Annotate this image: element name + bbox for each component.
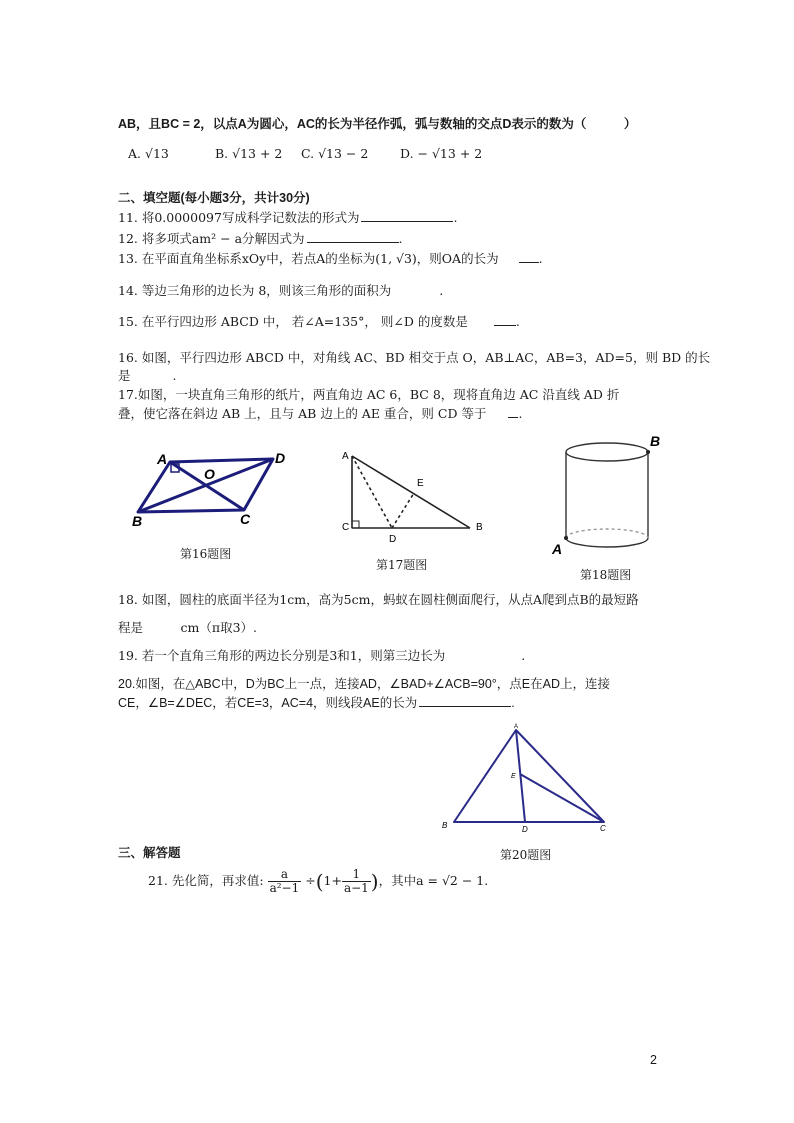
- q10-option-a: A. √13: [128, 146, 169, 161]
- fig16-label-b: B: [132, 513, 143, 529]
- q14-text: 14. 等边三角形的边长为 8，则该三角形的面积为: [118, 283, 392, 298]
- q15-answer-blank: [494, 325, 516, 326]
- fig17-label-a: A: [342, 451, 349, 462]
- q17-line2: 叠，使它落在斜边 AB 上，且与 AB 边上的 AE 重合，则 CD 等于 .: [118, 406, 523, 421]
- q20-answer-blank: [419, 706, 511, 707]
- figure-18: [546, 430, 676, 560]
- fig17-label-b: B: [476, 522, 483, 533]
- fig16-label-d: D: [275, 450, 286, 466]
- figure-20: [434, 718, 624, 838]
- q12-text: 12. 将多项式am² − a分解因式为: [118, 231, 305, 246]
- q20-line2: CE，∠B=∠DEC，若CE=3，AC=4，则线段AE的长为 .: [118, 696, 515, 710]
- q13: 13. 在平面直角坐标系xOy中，若点A的坐标为(1, √3)，则OA的长为 .: [118, 251, 543, 266]
- q15: 15. 在平行四边形 ABCD 中， 若∠A=135°， 则∠D 的度数是 .: [118, 314, 520, 329]
- fig18-caption: 第18题图: [580, 568, 632, 582]
- fig16-label-c: C: [240, 511, 251, 527]
- q18-line1: 18. 如图，圆柱的底面半径为1cm，高为5cm，蚂蚁在圆柱侧面爬行，从点A爬到点B的最短路: [118, 592, 639, 607]
- fig17-caption: 第17题图: [376, 558, 428, 572]
- q17-line2-text: 叠，使它落在斜边 AB 上，且与 AB 边上的 AE 重合，则 CD 等于: [118, 406, 487, 421]
- q12: 12. 将多项式am² − a分解因式为 .: [118, 231, 403, 246]
- fig20-label-a: A: [514, 724, 519, 730]
- fig18-label-a: A: [552, 541, 563, 557]
- fig20-label-c: C: [600, 824, 606, 833]
- q16-line1: 16. 如图，平行四边形 ABCD 中，对角线 AC、BD 相交于点 O，AB⊥AC，AB=3，AD=5，则 BD 的长: [118, 350, 711, 365]
- page-number: 2: [650, 1053, 657, 1067]
- figure-16: [128, 444, 298, 554]
- q17-answer-blank: [508, 417, 518, 418]
- q19: 19. 若一个直角三角形的两边长分别是3和1，则第三边长为 .: [118, 648, 526, 663]
- fig17-label-e: E: [417, 478, 424, 489]
- q20-line2-text: CE，∠B=∠DEC，若CE=3，AC=4，则线段AE的长为: [118, 696, 418, 710]
- section3-title: 三、解答题: [118, 846, 181, 860]
- fig16-caption: 第16题图: [180, 547, 232, 561]
- q21-prefix: 21. 先化简，再求值:: [148, 873, 264, 888]
- q15-text: 15. 在平行四边形 ABCD 中， 若∠A=135°， 则∠D 的度数是: [118, 314, 468, 329]
- q21-fraction-2: $\frac{1}{a-1}$: [343, 867, 369, 895]
- q17-line1: 17.如图，一块直角三角形的纸片，两直角边 AC 6，BC 8，现将直角边 AC 沿直线 AD 折: [118, 387, 620, 402]
- q13-answer-blank: [519, 262, 539, 263]
- section2-title: 二、填空题(每小题3分，共计30分): [118, 191, 310, 205]
- fig17-label-d: D: [389, 534, 397, 545]
- q16-line2: 是 .: [118, 368, 177, 383]
- q13-text: 13. 在平面直角坐标系xOy中，若点A的坐标为(1, √3)，则OA的长为: [118, 251, 499, 266]
- fig20-label-d: D: [522, 825, 528, 834]
- q19-text: 19. 若一个直角三角形的两边长分别是3和1，则第三边长为: [118, 648, 446, 663]
- fig17-label-c: C: [342, 522, 350, 533]
- fig16-label-a: A: [157, 451, 168, 467]
- q10-line: AB，且BC = 2，以点A为圆心，AC的长为半径作弧，弧与数轴的交点D表示的数为（ ）: [118, 117, 637, 131]
- q21: 21. 先化简，再求值: $\frac{a}{\text{a²−1}}$ ÷(1+ $\frac{1}{a-1}$ )，其中a = √2 − 1.: [148, 867, 489, 895]
- fig20-label-b: B: [442, 821, 448, 830]
- q14: 14. 等边三角形的边长为 8，则该三角形的面积为 .: [118, 283, 444, 298]
- q20-line1: 20.如图，在△ABC中，D为BC上一点，连接AD，∠BAD+∠ACB=90°，点E在AD上，连接: [118, 677, 610, 691]
- q11: 11. 将0.0000097写成科学记数法的形式为 .: [118, 210, 458, 225]
- fig16-label-o: O: [204, 466, 215, 482]
- fig18-label-b: B: [650, 433, 661, 449]
- q11-answer-blank: [361, 221, 453, 222]
- q16-line2-text: 是: [118, 368, 131, 383]
- q21-suffix: ，其中a = √2 − 1.: [378, 873, 489, 888]
- q10-option-c: C. √13 − 2: [301, 146, 369, 161]
- q10-option-b: B. √13 + 2: [215, 146, 283, 161]
- q10-option-d: D. − √13 + 2: [400, 146, 483, 161]
- figure-17: [336, 444, 496, 554]
- fig20-caption: 第20题图: [500, 848, 552, 862]
- q18-line2: 程是 cm（π取3）.: [118, 620, 257, 635]
- q21-fraction-1: $\frac{a}{\text{a²−1}}$: [269, 867, 300, 895]
- q11-text: 11. 将0.0000097写成科学记数法的形式为: [118, 210, 360, 225]
- fig20-label-e: E: [511, 773, 516, 780]
- q12-answer-blank: [307, 242, 399, 243]
